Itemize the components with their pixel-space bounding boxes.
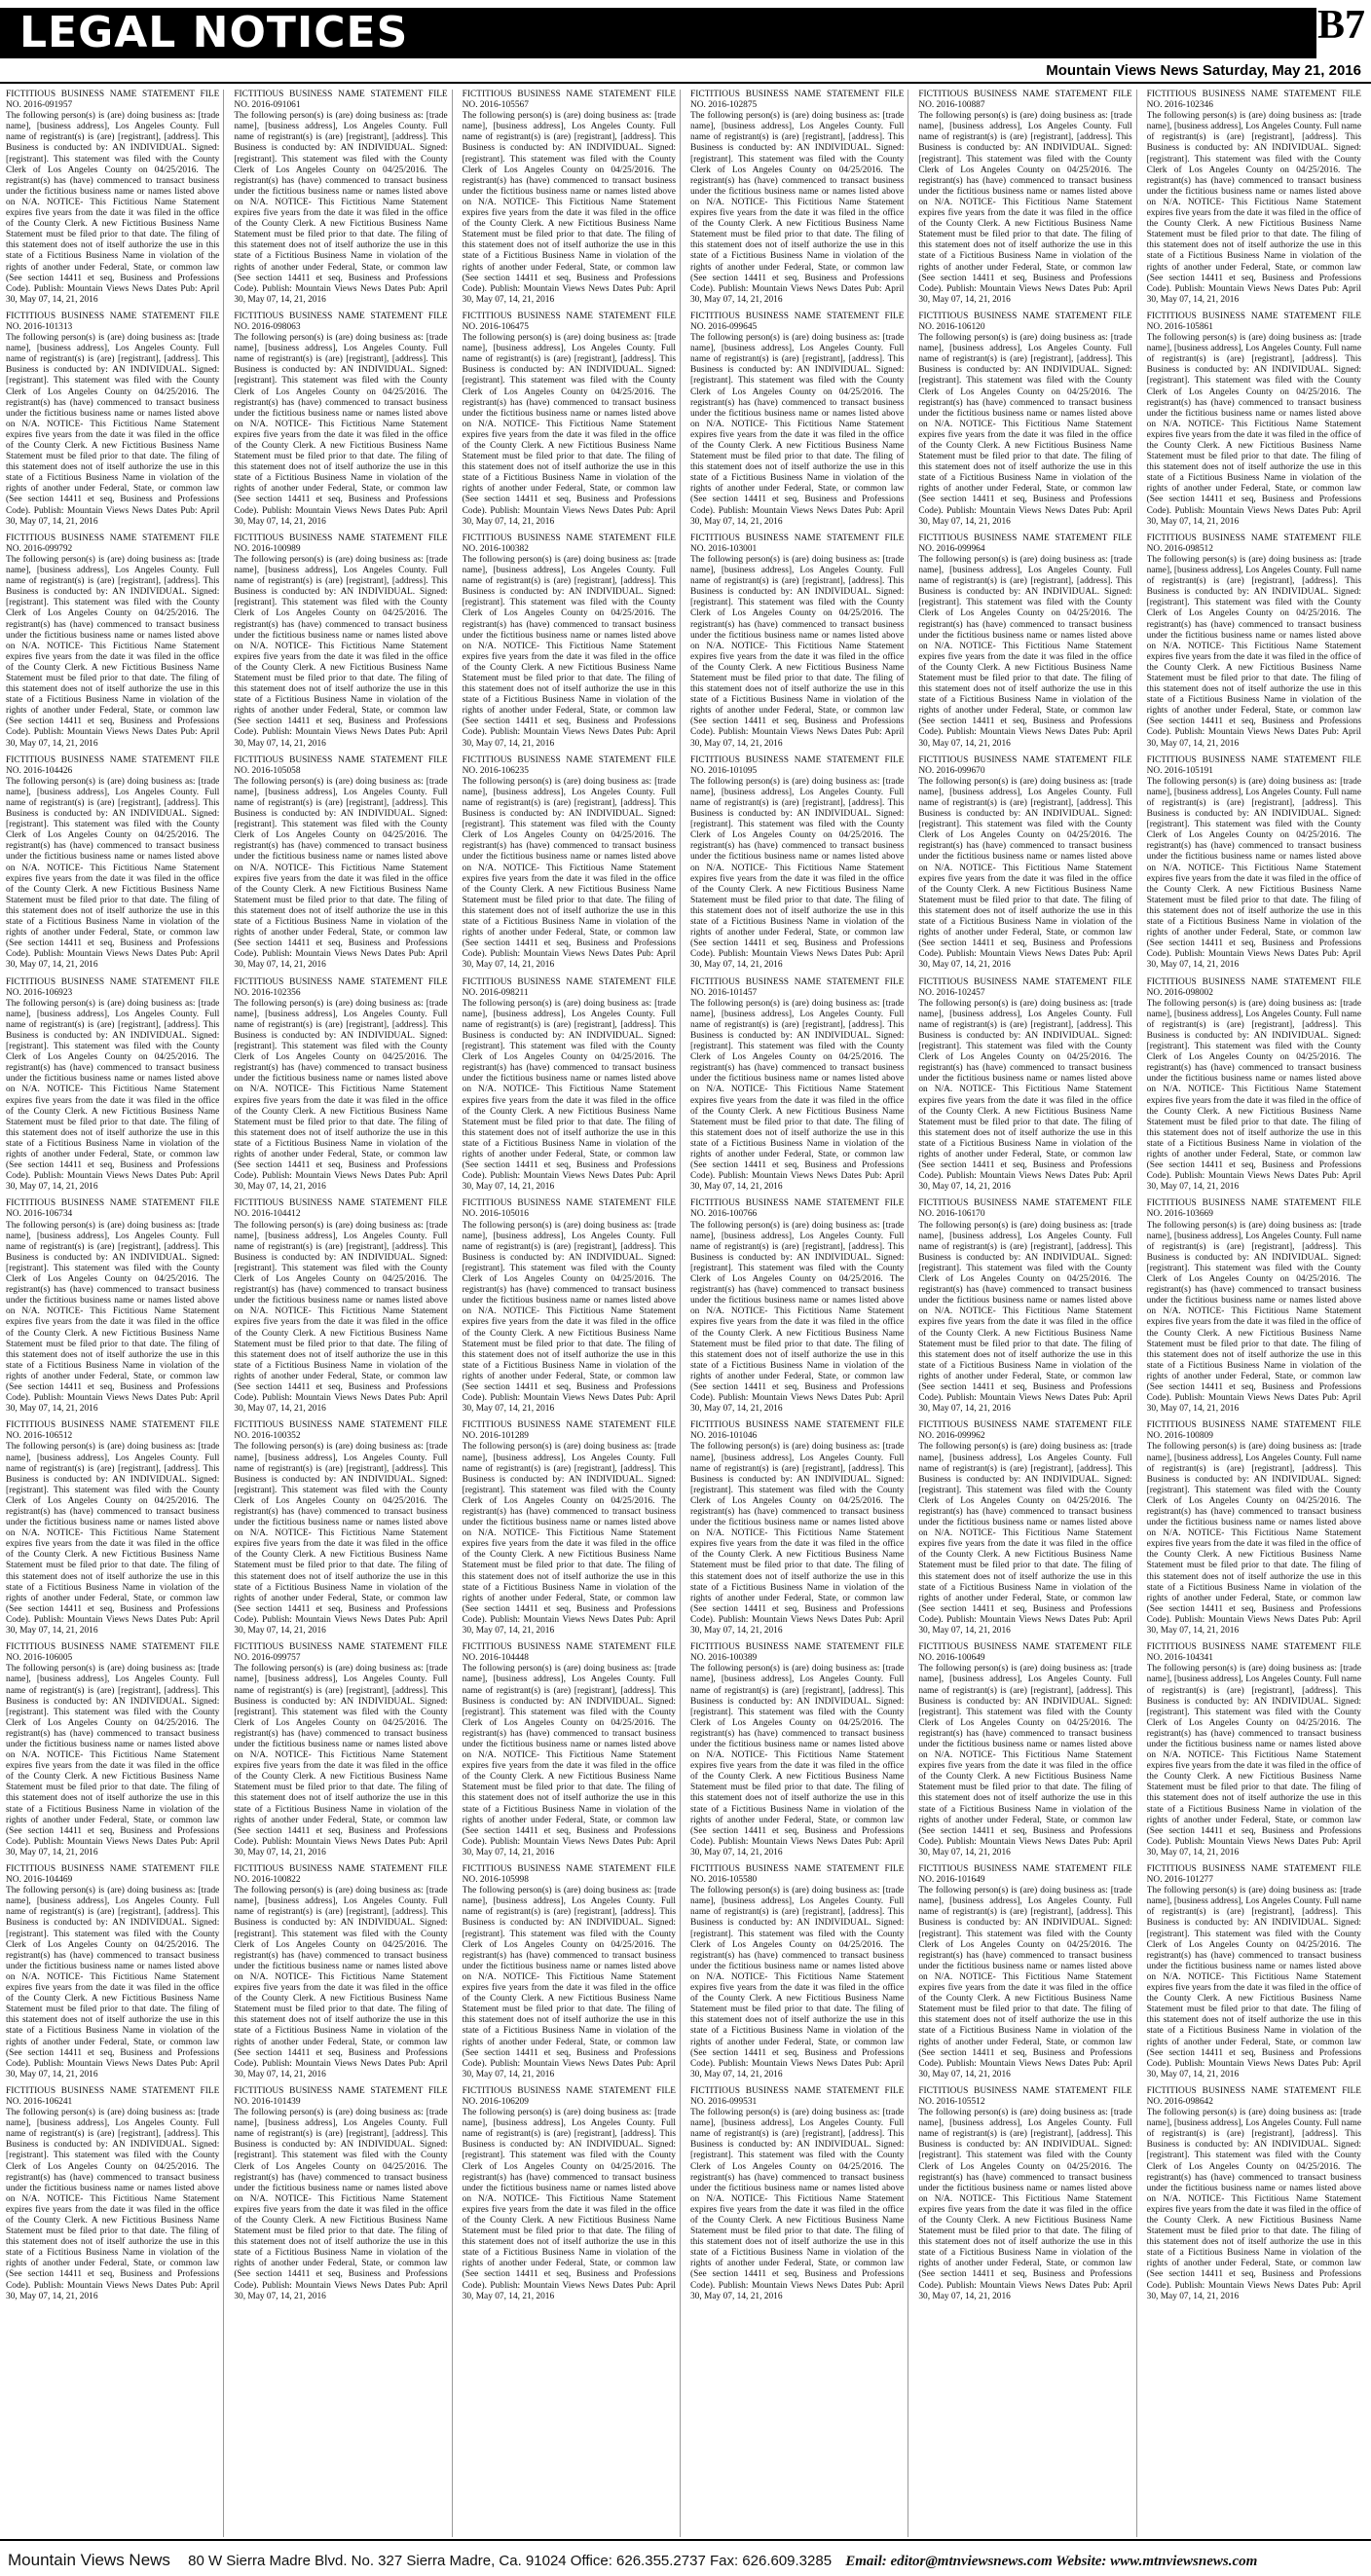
legal-notice bbox=[6, 755, 219, 972]
notice-title: FICTITIOUS BUSINESS NAME STATEMENT FILE NO. 2016-105512 bbox=[918, 2085, 1132, 2107]
notice-body: The following person(s) is (are) doing business as: [trade name], [business address], Los Angeles County. Full name of registrant(s) is (are) [registrant], [address]. This Business is conducted by: AN INDIVIDUAL. Signed: [registrant]. This statement was filed with the County Clerk of Los Angeles County on 04/25/2016. The registrant(s) has (have) commenced to transact business under the fictitious business name or names listed above on N/A. NOTICE- This Fictitious Name Statement expires five years from the date it was filed in the office of the County Clerk. A new Fictitious Business Name Statement must be filed prior to that date. The filing of this statement does not of itself authorize the use in this state of a Fictitious Business Name in violation of the rights of another under Federal, State, or common law (See section 14411 et seq, Business and Professions Code). Publish: Mountain Views News Dates Pub: April 30, May 07, 14, 21, 2016 bbox=[918, 554, 1132, 749]
footer-contact: Email: editor@mtnviewsnews.com Website: www.mtnviewsnews.com bbox=[845, 2554, 1258, 2569]
top-rule bbox=[0, 82, 1371, 84]
notice-body: The following person(s) is (are) doing business as: [trade name], [business address], Los Angeles County. Full name of registrant(s) is (are) [registrant], [address]. This Business is conducted by: AN INDIVIDUAL. Signed: [registrant]. This statement was filed with the County Clerk of Los Angeles County on 04/25/2016. The registrant(s) has (have) commenced to transact business under the fictitious business name or names listed above on N/A. NOTICE- This Fictitious Name Statement expires five years from the date it was filed in the office of the County Clerk. A new Fictitious Business Name Statement must be filed prior to that date. The filing of this statement does not of itself authorize the use in this state of a Fictitious Business Name in violation of the rights of another under Federal, State, or common law (See section 14411 et seq, Business and Professions Code). Publish: Mountain Views News Dates Pub: April 30, May 07, 14, 21, 2016 bbox=[1146, 333, 1361, 527]
notice-title: FICTITIOUS BUSINESS NAME STATEMENT FILE NO. 2016-101439 bbox=[234, 2085, 448, 2107]
notice-title: FICTITIOUS BUSINESS NAME STATEMENT FILE NO. 2016-101277 bbox=[1146, 1864, 1361, 1886]
notice-body: The following person(s) is (are) doing business as: [trade name], [business address], Los Angeles County. Full name of registrant(s) is (are) [registrant], [address]. This Business is conducted by: AN INDIVIDUAL. Signed: [registrant]. This statement was filed with the County Clerk of Los Angeles County on 04/25/2016. The registrant(s) has (have) commenced to transact business under the fictitious business name or names listed above on N/A. NOTICE- This Fictitious Name Statement expires five years from the date it was filed in the office of the County Clerk. A new Fictitious Business Name Statement must be filed prior to that date. The filing of this statement does not of itself authorize the use in this state of a Fictitious Business Name in violation of the rights of another under Federal, State, or common law (See section 14411 et seq, Business and Professions Code). Publish: Mountain Views News Dates Pub: April 30, May 07, 14, 21, 2016 bbox=[1146, 1220, 1361, 1415]
legal-notice bbox=[234, 90, 447, 306]
notice-body: The following person(s) is (are) doing business as: [trade name], [business address], Los Angeles County. Full name of registrant(s) is (are) [registrant], [address]. This Business is conducted by: AN INDIVIDUAL. Signed: [registrant]. This statement was filed with the County Clerk of Los Angeles County on 04/25/2016. The registrant(s) has (have) commenced to transact business under the fictitious business name or names listed above on N/A. NOTICE- This Fictitious Name Statement expires five years from the date it was filed in the office of the County Clerk. A new Fictitious Business Name Statement must be filed prior to that date. The filing of this statement does not of itself authorize the use in this state of a Fictitious Business Name in violation of the rights of another under Federal, State, or common law (See section 14411 et seq, Business and Professions Code). Publish: Mountain Views News Dates Pub: April 30, May 07, 14, 21, 2016 bbox=[234, 776, 448, 971]
legal-notice bbox=[918, 1642, 1131, 1858]
column-1 bbox=[6, 90, 224, 2537]
notice-body: The following person(s) is (are) doing business as: [trade name], [business address], Los Angeles County. Full name of registrant(s) is (are) [registrant], [address]. This Business is conducted by: AN INDIVIDUAL. Signed: [registrant]. This statement was filed with the County Clerk of Los Angeles County on 04/25/2016. The registrant(s) has (have) commenced to transact business under the fictitious business name or names listed above on N/A. NOTICE- This Fictitious Name Statement expires five years from the date it was filed in the office of the County Clerk. A new Fictitious Business Name Statement must be filed prior to that date. The filing of this statement does not of itself authorize the use in this state of a Fictitious Business Name in violation of the rights of another under Federal, State, or common law (See section 14411 et seq, Business and Professions Code). Publish: Mountain Views News Dates Pub: April 30, May 07, 14, 21, 2016 bbox=[234, 554, 448, 749]
notice-title: FICTITIOUS BUSINESS NAME STATEMENT FILE NO. 2016-106120 bbox=[918, 311, 1132, 332]
legal-notice bbox=[1147, 312, 1361, 528]
notice-title: FICTITIOUS BUSINESS NAME STATEMENT FILE NO. 2016-105861 bbox=[1146, 311, 1361, 332]
section-banner bbox=[0, 8, 1316, 58]
notice-body: The following person(s) is (are) doing business as: [trade name], [business address], Los Angeles County. Full name of registrant(s) is (are) [registrant], [address]. This Business is conducted by: AN INDIVIDUAL. Signed: [registrant]. This statement was filed with the County Clerk of Los Angeles County on 04/25/2016. The registrant(s) has (have) commenced to transact business under the fictitious business name or names listed above on N/A. NOTICE- This Fictitious Name Statement expires five years from the date it was filed in the office of the County Clerk. A new Fictitious Business Name Statement must be filed prior to that date. The filing of this statement does not of itself authorize the use in this state of a Fictitious Business Name in violation of the rights of another under Federal, State, or common law (See section 14411 et seq, Business and Professions Code). Publish: Mountain Views News Dates Pub: April 30, May 07, 14, 21, 2016 bbox=[918, 333, 1132, 527]
legal-notice bbox=[918, 977, 1131, 1194]
notice-title: FICTITIOUS BUSINESS NAME STATEMENT FILE NO. 2016-102356 bbox=[234, 976, 448, 998]
legal-notice bbox=[690, 2086, 904, 2302]
notice-title: FICTITIOUS BUSINESS NAME STATEMENT FILE NO. 2016-100649 bbox=[918, 1642, 1132, 1664]
legal-notice bbox=[463, 90, 676, 306]
notice-body: The following person(s) is (are) doing business as: [trade name], [business address], Los Angeles County. Full name of registrant(s) is (are) [registrant], [address]. This Business is conducted by: AN INDIVIDUAL. Signed: [registrant]. This statement was filed with the County Clerk of Los Angeles County on 04/25/2016. The registrant(s) has (have) commenced to transact business under the fictitious business name or names listed above on N/A. NOTICE- This Fictitious Name Statement expires five years from the date it was filed in the office of the County Clerk. A new Fictitious Business Name Statement must be filed prior to that date. The filing of this statement does not of itself authorize the use in this state of a Fictitious Business Name in violation of the rights of another under Federal, State, or common law (See section 14411 et seq, Business and Professions Code). Publish: Mountain Views News Dates Pub: April 30, May 07, 14, 21, 2016 bbox=[689, 776, 905, 971]
notice-body: The following person(s) is (are) doing business as: [trade name], [business address], Los Angeles County. Full name of registrant(s) is (are) [registrant], [address]. This Business is conducted by: AN INDIVIDUAL. Signed: [registrant]. This statement was filed with the County Clerk of Los Angeles County on 04/25/2016. The registrant(s) has (have) commenced to transact business under the fictitious business name or names listed above on N/A. NOTICE- This Fictitious Name Statement expires five years from the date it was filed in the office of the County Clerk. A new Fictitious Business Name Statement must be filed prior to that date. The filing of this statement does not of itself authorize the use in this state of a Fictitious Business Name in violation of the rights of another under Federal, State, or common law (See section 14411 et seq, Business and Professions Code). Publish: Mountain Views News Dates Pub: April 30, May 07, 14, 21, 2016 bbox=[1146, 1664, 1361, 1858]
notice-title: FICTITIOUS BUSINESS NAME STATEMENT FILE NO. 2016-099792 bbox=[6, 533, 220, 554]
legal-notice bbox=[690, 1864, 904, 2080]
footer-address: 80 W Sierra Madre Blvd. No. 327 Sierra Madre, Ca. 91024 Office: 626.355.2737 Fax: 626.609.3285 bbox=[188, 2553, 833, 2569]
notice-title: FICTITIOUS BUSINESS NAME STATEMENT FILE NO. 2016-101095 bbox=[689, 754, 905, 776]
notice-title: FICTITIOUS BUSINESS NAME STATEMENT FILE NO. 2016-098211 bbox=[462, 976, 676, 998]
notice-body: The following person(s) is (are) doing business as: [trade name], [business address], Los Angeles County. Full name of registrant(s) is (are) [registrant], [address]. This Business is conducted by: AN INDIVIDUAL. Signed: [registrant]. This statement was filed with the County Clerk of Los Angeles County on 04/25/2016. The registrant(s) has (have) commenced to transact business under the fictitious business name or names listed above on N/A. NOTICE- This Fictitious Name Statement expires five years from the date it was filed in the office of the County Clerk. A new Fictitious Business Name Statement must be filed prior to that date. The filing of this statement does not of itself authorize the use in this state of a Fictitious Business Name in violation of the rights of another under Federal, State, or common law (See section 14411 et seq, Business and Professions Code). Publish: Mountain Views News Dates Pub: April 30, May 07, 14, 21, 2016 bbox=[462, 1886, 676, 2079]
column-3 bbox=[463, 90, 681, 2537]
notice-title: FICTITIOUS BUSINESS NAME STATEMENT FILE NO. 2016-100809 bbox=[1146, 1420, 1361, 1442]
legal-notice bbox=[690, 755, 904, 972]
notice-title: FICTITIOUS BUSINESS NAME STATEMENT FILE NO. 2016-099531 bbox=[689, 2085, 905, 2107]
notice-title: FICTITIOUS BUSINESS NAME STATEMENT FILE NO. 2016-106209 bbox=[462, 2085, 676, 2107]
notice-title: FICTITIOUS BUSINESS NAME STATEMENT FILE NO. 2016-105998 bbox=[462, 1864, 676, 1886]
notice-body: The following person(s) is (are) doing business as: [trade name], [business address], Los Angeles County. Full name of registrant(s) is (are) [registrant], [address]. This Business is conducted by: AN INDIVIDUAL. Signed: [registrant]. This statement was filed with the County Clerk of Los Angeles County on 04/25/2016. The registrant(s) has (have) commenced to transact business under the fictitious business name or names listed above on N/A. NOTICE- This Fictitious Name Statement expires five years from the date it was filed in the office of the County Clerk. A new Fictitious Business Name Statement must be filed prior to that date. The filing of this statement does not of itself authorize the use in this state of a Fictitious Business Name in violation of the rights of another under Federal, State, or common law (See section 14411 et seq, Business and Professions Code). Publish: Mountain Views News Dates Pub: April 30, May 07, 14, 21, 2016 bbox=[462, 2108, 676, 2301]
legal-notice bbox=[234, 312, 447, 528]
legal-notice bbox=[234, 2086, 447, 2302]
notice-body: The following person(s) is (are) doing business as: [trade name], [business address], Los Angeles County. Full name of registrant(s) is (are) [registrant], [address]. This Business is conducted by: AN INDIVIDUAL. Signed: [registrant]. This statement was filed with the County Clerk of Los Angeles County on 04/25/2016. The registrant(s) has (have) commenced to transact business under the fictitious business name or names listed above on N/A. NOTICE- This Fictitious Name Statement expires five years from the date it was filed in the office of the County Clerk. A new Fictitious Business Name Statement must be filed prior to that date. The filing of this statement does not of itself authorize the use in this state of a Fictitious Business Name in violation of the rights of another under Federal, State, or common law (See section 14411 et seq, Business and Professions Code). Publish: Mountain Views News Dates Pub: April 30, May 07, 14, 21, 2016 bbox=[234, 1664, 448, 1858]
legal-notice bbox=[1147, 2086, 1361, 2302]
legal-notice bbox=[1147, 534, 1361, 750]
notice-body: The following person(s) is (are) doing business as: [trade name], [business address], Los Angeles County. Full name of registrant(s) is (are) [registrant], [address]. This Business is conducted by: AN INDIVIDUAL. Signed: [registrant]. This statement was filed with the County Clerk of Los Angeles County on 04/25/2016. The registrant(s) has (have) commenced to transact business under the fictitious business name or names listed above on N/A. NOTICE- This Fictitious Name Statement expires five years from the date it was filed in the office of the County Clerk. A new Fictitious Business Name Statement must be filed prior to that date. The filing of this statement does not of itself authorize the use in this state of a Fictitious Business Name in violation of the rights of another under Federal, State, or common law (See section 14411 et seq, Business and Professions Code). Publish: Mountain Views News Dates Pub: April 30, May 07, 14, 21, 2016 bbox=[918, 998, 1132, 1193]
legal-notice bbox=[918, 90, 1131, 306]
legal-notice bbox=[6, 90, 219, 306]
legal-notice bbox=[690, 1642, 904, 1858]
notice-body: The following person(s) is (are) doing business as: [trade name], [business address], Los Angeles County. Full name of registrant(s) is (are) [registrant], [address]. This Business is conducted by: AN INDIVIDUAL. Signed: [registrant]. This statement was filed with the County Clerk of Los Angeles County on 04/25/2016. The registrant(s) has (have) commenced to transact business under the fictitious business name or names listed above on N/A. NOTICE- This Fictitious Name Statement expires five years from the date it was filed in the office of the County Clerk. A new Fictitious Business Name Statement must be filed prior to that date. The filing of this statement does not of itself authorize the use in this state of a Fictitious Business Name in violation of the rights of another under Federal, State, or common law (See section 14411 et seq, Business and Professions Code). Publish: Mountain Views News Dates Pub: April 30, May 07, 14, 21, 2016 bbox=[462, 1442, 676, 1637]
footer-paper-name: Mountain Views News bbox=[8, 2551, 170, 2569]
legal-notice bbox=[918, 1198, 1131, 1415]
notice-body: The following person(s) is (are) doing business as: [trade name], [business address], Los Angeles County. Full name of registrant(s) is (are) [registrant], [address]. This Business is conducted by: AN INDIVIDUAL. Signed: [registrant]. This statement was filed with the County Clerk of Los Angeles County on 04/25/2016. The registrant(s) has (have) commenced to transact business under the fictitious business name or names listed above on N/A. NOTICE- This Fictitious Name Statement expires five years from the date it was filed in the office of the County Clerk. A new Fictitious Business Name Statement must be filed prior to that date. The filing of this statement does not of itself authorize the use in this state of a Fictitious Business Name in violation of the rights of another under Federal, State, or common law (See section 14411 et seq, Business and Professions Code). Publish: Mountain Views News Dates Pub: April 30, May 07, 14, 21, 2016 bbox=[462, 1664, 676, 1858]
notice-title: FICTITIOUS BUSINESS NAME STATEMENT FILE NO. 2016-105567 bbox=[462, 90, 676, 111]
notice-body: The following person(s) is (are) doing business as: [trade name], [business address], Los Angeles County. Full name of registrant(s) is (are) [registrant], [address]. This Business is conducted by: AN INDIVIDUAL. Signed: [registrant]. This statement was filed with the County Clerk of Los Angeles County on 04/25/2016. The registrant(s) has (have) commenced to transact business under the fictitious business name or names listed above on N/A. NOTICE- This Fictitious Name Statement expires five years from the date it was filed in the office of the County Clerk. A new Fictitious Business Name Statement must be filed prior to that date. The filing of this statement does not of itself authorize the use in this state of a Fictitious Business Name in violation of the rights of another under Federal, State, or common law (See section 14411 et seq, Business and Professions Code). Publish: Mountain Views News Dates Pub: April 30, May 07, 14, 21, 2016 bbox=[918, 1442, 1132, 1637]
legal-notice bbox=[1147, 1420, 1361, 1637]
notice-title: FICTITIOUS BUSINESS NAME STATEMENT FILE NO. 2016-105580 bbox=[689, 1864, 905, 1886]
notice-body: The following person(s) is (are) doing business as: [trade name], [business address], Los Angeles County. Full name of registrant(s) is (are) [registrant], [address]. This Business is conducted by: AN INDIVIDUAL. Signed: [registrant]. This statement was filed with the County Clerk of Los Angeles County on 04/25/2016. The registrant(s) has (have) commenced to transact business under the fictitious business name or names listed above on N/A. NOTICE- This Fictitious Name Statement expires five years from the date it was filed in the office of the County Clerk. A new Fictitious Business Name Statement must be filed prior to that date. The filing of this statement does not of itself authorize the use in this state of a Fictitious Business Name in violation of the rights of another under Federal, State, or common law (See section 14411 et seq, Business and Professions Code). Publish: Mountain Views News Dates Pub: April 30, May 07, 14, 21, 2016 bbox=[462, 111, 676, 305]
footer-text bbox=[8, 2551, 1257, 2570]
notice-body: The following person(s) is (are) doing business as: [trade name], [business address], Los Angeles County. Full name of registrant(s) is (are) [registrant], [address]. This Business is conducted by: AN INDIVIDUAL. Signed: [registrant]. This statement was filed with the County Clerk of Los Angeles County on 04/25/2016. The registrant(s) has (have) commenced to transact business under the fictitious business name or names listed above on N/A. NOTICE- This Fictitious Name Statement expires five years from the date it was filed in the office of the County Clerk. A new Fictitious Business Name Statement must be filed prior to that date. The filing of this statement does not of itself authorize the use in this state of a Fictitious Business Name in violation of the rights of another under Federal, State, or common law (See section 14411 et seq, Business and Professions Code). Publish: Mountain Views News Dates Pub: April 30, May 07, 14, 21, 2016 bbox=[6, 111, 220, 305]
notice-title: FICTITIOUS BUSINESS NAME STATEMENT FILE NO. 2016-104469 bbox=[6, 1864, 220, 1886]
footer bbox=[0, 2543, 1371, 2576]
legal-notice bbox=[234, 1864, 447, 2080]
notice-body: The following person(s) is (are) doing business as: [trade name], [business address], Los Angeles County. Full name of registrant(s) is (are) [registrant], [address]. This Business is conducted by: AN INDIVIDUAL. Signed: [registrant]. This statement was filed with the County Clerk of Los Angeles County on 04/25/2016. The registrant(s) has (have) commenced to transact business under the fictitious business name or names listed above on N/A. NOTICE- This Fictitious Name Statement expires five years from the date it was filed in the office of the County Clerk. A new Fictitious Business Name Statement must be filed prior to that date. The filing of this statement does not of itself authorize the use in this state of a Fictitious Business Name in violation of the rights of another under Federal, State, or common law (See section 14411 et seq, Business and Professions Code). Publish: Mountain Views News Dates Pub: April 30, May 07, 14, 21, 2016 bbox=[234, 1220, 448, 1415]
legal-notice bbox=[690, 534, 904, 750]
legal-notice bbox=[463, 1198, 676, 1415]
notice-title: FICTITIOUS BUSINESS NAME STATEMENT FILE NO. 2016-091061 bbox=[234, 90, 448, 111]
notice-title: FICTITIOUS BUSINESS NAME STATEMENT FILE NO. 2016-099670 bbox=[918, 754, 1132, 776]
notice-body: The following person(s) is (are) doing business as: [trade name], [business address], Los Angeles County. Full name of registrant(s) is (are) [registrant], [address]. This Business is conducted by: AN INDIVIDUAL. Signed: [registrant]. This statement was filed with the County Clerk of Los Angeles County on 04/25/2016. The registrant(s) has (have) commenced to transact business under the fictitious business name or names listed above on N/A. NOTICE- This Fictitious Name Statement expires five years from the date it was filed in the office of the County Clerk. A new Fictitious Business Name Statement must be filed prior to that date. The filing of this statement does not of itself authorize the use in this state of a Fictitious Business Name in violation of the rights of another under Federal, State, or common law (See section 14411 et seq, Business and Professions Code). Publish: Mountain Views News Dates Pub: April 30, May 07, 14, 21, 2016 bbox=[1146, 998, 1361, 1193]
notice-title: FICTITIOUS BUSINESS NAME STATEMENT FILE NO. 2016-098512 bbox=[1146, 533, 1361, 554]
column-2 bbox=[234, 90, 452, 2537]
notice-body: The following person(s) is (are) doing business as: [trade name], [business address], Los Angeles County. Full name of registrant(s) is (are) [registrant], [address]. This Business is conducted by: AN INDIVIDUAL. Signed: [registrant]. This statement was filed with the County Clerk of Los Angeles County on 04/25/2016. The registrant(s) has (have) commenced to transact business under the fictitious business name or names listed above on N/A. NOTICE- This Fictitious Name Statement expires five years from the date it was filed in the office of the County Clerk. A new Fictitious Business Name Statement must be filed prior to that date. The filing of this statement does not of itself authorize the use in this state of a Fictitious Business Name in violation of the rights of another under Federal, State, or common law (See section 14411 et seq, Business and Professions Code). Publish: Mountain Views News Dates Pub: April 30, May 07, 14, 21, 2016 bbox=[918, 1220, 1132, 1415]
bottom-rule bbox=[0, 2539, 1371, 2541]
notice-title: FICTITIOUS BUSINESS NAME STATEMENT FILE NO. 2016-101457 bbox=[689, 976, 905, 998]
notice-body: The following person(s) is (are) doing business as: [trade name], [business address], Los Angeles County. Full name of registrant(s) is (are) [registrant], [address]. This Business is conducted by: AN INDIVIDUAL. Signed: [registrant]. This statement was filed with the County Clerk of Los Angeles County on 04/25/2016. The registrant(s) has (have) commenced to transact business under the fictitious business name or names listed above on N/A. NOTICE- This Fictitious Name Statement expires five years from the date it was filed in the office of the County Clerk. A new Fictitious Business Name Statement must be filed prior to that date. The filing of this statement does not of itself authorize the use in this state of a Fictitious Business Name in violation of the rights of another under Federal, State, or common law (See section 14411 et seq, Business and Professions Code). Publish: Mountain Views News Dates Pub: April 30, May 07, 14, 21, 2016 bbox=[462, 554, 676, 749]
notice-title: FICTITIOUS BUSINESS NAME STATEMENT FILE NO. 2016-100887 bbox=[918, 90, 1132, 111]
legal-notice bbox=[463, 312, 676, 528]
notice-title: FICTITIOUS BUSINESS NAME STATEMENT FILE NO. 2016-091957 bbox=[6, 90, 220, 111]
legal-notice bbox=[463, 2086, 676, 2302]
notice-title: FICTITIOUS BUSINESS NAME STATEMENT FILE NO. 2016-099645 bbox=[689, 311, 905, 332]
notice-body: The following person(s) is (are) doing business as: [trade name], [business address], Los Angeles County. Full name of registrant(s) is (are) [registrant], [address]. This Business is conducted by: AN INDIVIDUAL. Signed: [registrant]. This statement was filed with the County Clerk of Los Angeles County on 04/25/2016. The registrant(s) has (have) commenced to transact business under the fictitious business name or names listed above on N/A. NOTICE- This Fictitious Name Statement expires five years from the date it was filed in the office of the County Clerk. A new Fictitious Business Name Statement must be filed prior to that date. The filing of this statement does not of itself authorize the use in this state of a Fictitious Business Name in violation of the rights of another under Federal, State, or common law (See section 14411 et seq, Business and Professions Code). Publish: Mountain Views News Dates Pub: April 30, May 07, 14, 21, 2016 bbox=[918, 2108, 1132, 2301]
notice-title: FICTITIOUS BUSINESS NAME STATEMENT FILE NO. 2016-101313 bbox=[6, 311, 220, 332]
legal-notice bbox=[690, 312, 904, 528]
notice-title: FICTITIOUS BUSINESS NAME STATEMENT FILE NO. 2016-100352 bbox=[234, 1420, 448, 1442]
notice-title: FICTITIOUS BUSINESS NAME STATEMENT FILE NO. 2016-100382 bbox=[462, 533, 676, 554]
notice-body: The following person(s) is (are) doing business as: [trade name], [business address], Los Angeles County. Full name of registrant(s) is (are) [registrant], [address]. This Business is conducted by: AN INDIVIDUAL. Signed: [registrant]. This statement was filed with the County Clerk of Los Angeles County on 04/25/2016. The registrant(s) has (have) commenced to transact business under the fictitious business name or names listed above on N/A. NOTICE- This Fictitious Name Statement expires five years from the date it was filed in the office of the County Clerk. A new Fictitious Business Name Statement must be filed prior to that date. The filing of this statement does not of itself authorize the use in this state of a Fictitious Business Name in violation of the rights of another under Federal, State, or common law (See section 14411 et seq, Business and Professions Code). Publish: Mountain Views News Dates Pub: April 30, May 07, 14, 21, 2016 bbox=[689, 1886, 905, 2079]
legal-notice bbox=[690, 977, 904, 1194]
notice-title: FICTITIOUS BUSINESS NAME STATEMENT FILE NO. 2016-100766 bbox=[689, 1198, 905, 1220]
notice-title: FICTITIOUS BUSINESS NAME STATEMENT FILE NO. 2016-101046 bbox=[689, 1420, 905, 1442]
dateline: Mountain Views News Saturday, May 21, 2016 bbox=[1046, 62, 1361, 79]
notice-body: The following person(s) is (are) doing business as: [trade name], [business address], Los Angeles County. Full name of registrant(s) is (are) [registrant], [address]. This Business is conducted by: AN INDIVIDUAL. Signed: [registrant]. This statement was filed with the County Clerk of Los Angeles County on 04/25/2016. The registrant(s) has (have) commenced to transact business under the fictitious business name or names listed above on N/A. NOTICE- This Fictitious Name Statement expires five years from the date it was filed in the office of the County Clerk. A new Fictitious Business Name Statement must be filed prior to that date. The filing of this statement does not of itself authorize the use in this state of a Fictitious Business Name in violation of the rights of another under Federal, State, or common law (See section 14411 et seq, Business and Professions Code). Publish: Mountain Views News Dates Pub: April 30, May 07, 14, 21, 2016 bbox=[234, 111, 448, 305]
notice-title: FICTITIOUS BUSINESS NAME STATEMENT FILE NO. 2016-100989 bbox=[234, 533, 448, 554]
legal-notice bbox=[6, 1420, 219, 1637]
legal-notice bbox=[918, 1864, 1131, 2080]
notice-title: FICTITIOUS BUSINESS NAME STATEMENT FILE NO. 2016-104448 bbox=[462, 1642, 676, 1664]
notice-title: FICTITIOUS BUSINESS NAME STATEMENT FILE NO. 2016-106241 bbox=[6, 2085, 220, 2107]
notice-title: FICTITIOUS BUSINESS NAME STATEMENT FILE NO. 2016-106734 bbox=[6, 1198, 220, 1220]
notice-title: FICTITIOUS BUSINESS NAME STATEMENT FILE NO. 2016-098002 bbox=[1146, 976, 1361, 998]
notice-body: The following person(s) is (are) doing business as: [trade name], [business address], Los Angeles County. Full name of registrant(s) is (are) [registrant], [address]. This Business is conducted by: AN INDIVIDUAL. Signed: [registrant]. This statement was filed with the County Clerk of Los Angeles County on 04/25/2016. The registrant(s) has (have) commenced to transact business under the fictitious business name or names listed above on N/A. NOTICE- This Fictitious Name Statement expires five years from the date it was filed in the office of the County Clerk. A new Fictitious Business Name Statement must be filed prior to that date. The filing of this statement does not of itself authorize the use in this state of a Fictitious Business Name in violation of the rights of another under Federal, State, or common law (See section 14411 et seq, Business and Professions Code). Publish: Mountain Views News Dates Pub: April 30, May 07, 14, 21, 2016 bbox=[918, 776, 1132, 971]
notice-title: FICTITIOUS BUSINESS NAME STATEMENT FILE NO. 2016-104341 bbox=[1146, 1642, 1361, 1664]
notice-title: FICTITIOUS BUSINESS NAME STATEMENT FILE NO. 2016-101289 bbox=[462, 1420, 676, 1442]
notice-title: FICTITIOUS BUSINESS NAME STATEMENT FILE NO. 2016-098063 bbox=[234, 311, 448, 332]
legal-notice bbox=[1147, 1642, 1361, 1858]
notice-title: FICTITIOUS BUSINESS NAME STATEMENT FILE NO. 2016-100389 bbox=[689, 1642, 905, 1664]
notice-body: The following person(s) is (are) doing business as: [trade name], [business address], Los Angeles County. Full name of registrant(s) is (are) [registrant], [address]. This Business is conducted by: AN INDIVIDUAL. Signed: [registrant]. This statement was filed with the County Clerk of Los Angeles County on 04/25/2016. The registrant(s) has (have) commenced to transact business under the fictitious business name or names listed above on N/A. NOTICE- This Fictitious Name Statement expires five years from the date it was filed in the office of the County Clerk. A new Fictitious Business Name Statement must be filed prior to that date. The filing of this statement does not of itself authorize the use in this state of a Fictitious Business Name in violation of the rights of another under Federal, State, or common law (See section 14411 et seq, Business and Professions Code). Publish: Mountain Views News Dates Pub: April 30, May 07, 14, 21, 2016 bbox=[689, 554, 905, 749]
notice-body: The following person(s) is (are) doing business as: [trade name], [business address], Los Angeles County. Full name of registrant(s) is (are) [registrant], [address]. This Business is conducted by: AN INDIVIDUAL. Signed: [registrant]. This statement was filed with the County Clerk of Los Angeles County on 04/25/2016. The registrant(s) has (have) commenced to transact business under the fictitious business name or names listed above on N/A. NOTICE- This Fictitious Name Statement expires five years from the date it was filed in the office of the County Clerk. A new Fictitious Business Name Statement must be filed prior to that date. The filing of this statement does not of itself authorize the use in this state of a Fictitious Business Name in violation of the rights of another under Federal, State, or common law (See section 14411 et seq, Business and Professions Code). Publish: Mountain Views News Dates Pub: April 30, May 07, 14, 21, 2016 bbox=[689, 1442, 905, 1637]
notice-title: FICTITIOUS BUSINESS NAME STATEMENT FILE NO. 2016-106235 bbox=[462, 754, 676, 776]
legal-notice bbox=[1147, 755, 1361, 972]
masthead bbox=[0, 0, 1371, 80]
notice-body: The following person(s) is (are) doing business as: [trade name], [business address], Los Angeles County. Full name of registrant(s) is (are) [registrant], [address]. This Business is conducted by: AN INDIVIDUAL. Signed: [registrant]. This statement was filed with the County Clerk of Los Angeles County on 04/25/2016. The registrant(s) has (have) commenced to transact business under the fictitious business name or names listed above on N/A. NOTICE- This Fictitious Name Statement expires five years from the date it was filed in the office of the County Clerk. A new Fictitious Business Name Statement must be filed prior to that date. The filing of this statement does not of itself authorize the use in this state of a Fictitious Business Name in violation of the rights of another under Federal, State, or common law (See section 14411 et seq, Business and Professions Code). Publish: Mountain Views News Dates Pub: April 30, May 07, 14, 21, 2016 bbox=[462, 998, 676, 1193]
legal-notice bbox=[463, 1864, 676, 2080]
notice-title: FICTITIOUS BUSINESS NAME STATEMENT FILE NO. 2016-099757 bbox=[234, 1642, 448, 1664]
notice-title: FICTITIOUS BUSINESS NAME STATEMENT FILE NO. 2016-106923 bbox=[6, 976, 220, 998]
notice-title: FICTITIOUS BUSINESS NAME STATEMENT FILE NO. 2016-105016 bbox=[462, 1198, 676, 1220]
notice-body: The following person(s) is (are) doing business as: [trade name], [business address], Los Angeles County. Full name of registrant(s) is (are) [registrant], [address]. This Business is conducted by: AN INDIVIDUAL. Signed: [registrant]. This statement was filed with the County Clerk of Los Angeles County on 04/25/2016. The registrant(s) has (have) commenced to transact business under the fictitious business name or names listed above on N/A. NOTICE- This Fictitious Name Statement expires five years from the date it was filed in the office of the County Clerk. A new Fictitious Business Name Statement must be filed prior to that date. The filing of this statement does not of itself authorize the use in this state of a Fictitious Business Name in violation of the rights of another under Federal, State, or common law (See section 14411 et seq, Business and Professions Code). Publish: Mountain Views News Dates Pub: April 30, May 07, 14, 21, 2016 bbox=[234, 1442, 448, 1637]
notice-body: The following person(s) is (are) doing business as: [trade name], [business address], Los Angeles County. Full name of registrant(s) is (are) [registrant], [address]. This Business is conducted by: AN INDIVIDUAL. Signed: [registrant]. This statement was filed with the County Clerk of Los Angeles County on 04/25/2016. The registrant(s) has (have) commenced to transact business under the fictitious business name or names listed above on N/A. NOTICE- This Fictitious Name Statement expires five years from the date it was filed in the office of the County Clerk. A new Fictitious Business Name Statement must be filed prior to that date. The filing of this statement does not of itself authorize the use in this state of a Fictitious Business Name in violation of the rights of another under Federal, State, or common law (See section 14411 et seq, Business and Professions Code). Publish: Mountain Views News Dates Pub: April 30, May 07, 14, 21, 2016 bbox=[234, 1886, 448, 2079]
notice-body: The following person(s) is (are) doing business as: [trade name], [business address], Los Angeles County. Full name of registrant(s) is (are) [registrant], [address]. This Business is conducted by: AN INDIVIDUAL. Signed: [registrant]. This statement was filed with the County Clerk of Los Angeles County on 04/25/2016. The registrant(s) has (have) commenced to transact business under the fictitious business name or names listed above on N/A. NOTICE- This Fictitious Name Statement expires five years from the date it was filed in the office of the County Clerk. A new Fictitious Business Name Statement must be filed prior to that date. The filing of this statement does not of itself authorize the use in this state of a Fictitious Business Name in violation of the rights of another under Federal, State, or common law (See section 14411 et seq, Business and Professions Code). Publish: Mountain Views News Dates Pub: April 30, May 07, 14, 21, 2016 bbox=[234, 333, 448, 527]
legal-notice bbox=[234, 1642, 447, 1858]
notice-body: The following person(s) is (are) doing business as: [trade name], [business address], Los Angeles County. Full name of registrant(s) is (are) [registrant], [address]. This Business is conducted by: AN INDIVIDUAL. Signed: [registrant]. This statement was filed with the County Clerk of Los Angeles County on 04/25/2016. The registrant(s) has (have) commenced to transact business under the fictitious business name or names listed above on N/A. NOTICE- This Fictitious Name Statement expires five years from the date it was filed in the office of the County Clerk. A new Fictitious Business Name Statement must be filed prior to that date. The filing of this statement does not of itself authorize the use in this state of a Fictitious Business Name in violation of the rights of another under Federal, State, or common law (See section 14411 et seq, Business and Professions Code). Publish: Mountain Views News Dates Pub: April 30, May 07, 14, 21, 2016 bbox=[6, 1886, 220, 2079]
notice-title: FICTITIOUS BUSINESS NAME STATEMENT FILE NO. 2016-100822 bbox=[234, 1864, 448, 1886]
notice-body: The following person(s) is (are) doing business as: [trade name], [business address], Los Angeles County. Full name of registrant(s) is (are) [registrant], [address]. This Business is conducted by: AN INDIVIDUAL. Signed: [registrant]. This statement was filed with the County Clerk of Los Angeles County on 04/25/2016. The registrant(s) has (have) commenced to transact business under the fictitious business name or names listed above on N/A. NOTICE- This Fictitious Name Statement expires five years from the date it was filed in the office of the County Clerk. A new Fictitious Business Name Statement must be filed prior to that date. The filing of this statement does not of itself authorize the use in this state of a Fictitious Business Name in violation of the rights of another under Federal, State, or common law (See section 14411 et seq, Business and Professions Code). Publish: Mountain Views News Dates Pub: April 30, May 07, 14, 21, 2016 bbox=[6, 1442, 220, 1637]
legal-notice bbox=[6, 1198, 219, 1415]
notice-title: FICTITIOUS BUSINESS NAME STATEMENT FILE NO. 2016-102457 bbox=[918, 976, 1132, 998]
legal-notice bbox=[234, 534, 447, 750]
legal-notice bbox=[234, 755, 447, 972]
legal-notice bbox=[234, 1420, 447, 1637]
legal-notice bbox=[918, 755, 1131, 972]
legal-notice bbox=[690, 90, 904, 306]
notice-body: The following person(s) is (are) doing business as: [trade name], [business address], Los Angeles County. Full name of registrant(s) is (are) [registrant], [address]. This Business is conducted by: AN INDIVIDUAL. Signed: [registrant]. This statement was filed with the County Clerk of Los Angeles County on 04/25/2016. The registrant(s) has (have) commenced to transact business under the fictitious business name or names listed above on N/A. NOTICE- This Fictitious Name Statement expires five years from the date it was filed in the office of the County Clerk. A new Fictitious Business Name Statement must be filed prior to that date. The filing of this statement does not of itself authorize the use in this state of a Fictitious Business Name in violation of the rights of another under Federal, State, or common law (See section 14411 et seq, Business and Professions Code). Publish: Mountain Views News Dates Pub: April 30, May 07, 14, 21, 2016 bbox=[6, 776, 220, 971]
legal-notice bbox=[6, 1864, 219, 2080]
column-6 bbox=[1147, 90, 1365, 2537]
legal-notice bbox=[6, 312, 219, 528]
notice-body: The following person(s) is (are) doing business as: [trade name], [business address], Los Angeles County. Full name of registrant(s) is (are) [registrant], [address]. This Business is conducted by: AN INDIVIDUAL. Signed: [registrant]. This statement was filed with the County Clerk of Los Angeles County on 04/25/2016. The registrant(s) has (have) commenced to transact business under the fictitious business name or names listed above on N/A. NOTICE- This Fictitious Name Statement expires five years from the date it was filed in the office of the County Clerk. A new Fictitious Business Name Statement must be filed prior to that date. The filing of this statement does not of itself authorize the use in this state of a Fictitious Business Name in violation of the rights of another under Federal, State, or common law (See section 14411 et seq, Business and Professions Code). Publish: Mountain Views News Dates Pub: April 30, May 07, 14, 21, 2016 bbox=[689, 111, 905, 305]
notice-body: The following person(s) is (are) doing business as: [trade name], [business address], Los Angeles County. Full name of registrant(s) is (are) [registrant], [address]. This Business is conducted by: AN INDIVIDUAL. Signed: [registrant]. This statement was filed with the County Clerk of Los Angeles County on 04/25/2016. The registrant(s) has (have) commenced to transact business under the fictitious business name or names listed above on N/A. NOTICE- This Fictitious Name Statement expires five years from the date it was filed in the office of the County Clerk. A new Fictitious Business Name Statement must be filed prior to that date. The filing of this statement does not of itself authorize the use in this state of a Fictitious Business Name in violation of the rights of another under Federal, State, or common law (See section 14411 et seq, Business and Professions Code). Publish: Mountain Views News Dates Pub: April 30, May 07, 14, 21, 2016 bbox=[689, 1220, 905, 1415]
legal-notice bbox=[1147, 977, 1361, 1194]
notice-title: FICTITIOUS BUSINESS NAME STATEMENT FILE NO. 2016-102875 bbox=[689, 90, 905, 111]
legal-notice bbox=[918, 2086, 1131, 2302]
notice-title: FICTITIOUS BUSINESS NAME STATEMENT FILE NO. 2016-106005 bbox=[6, 1642, 220, 1664]
notice-body: The following person(s) is (are) doing business as: [trade name], [business address], Los Angeles County. Full name of registrant(s) is (are) [registrant], [address]. This Business is conducted by: AN INDIVIDUAL. Signed: [registrant]. This statement was filed with the County Clerk of Los Angeles County on 04/25/2016. The registrant(s) has (have) commenced to transact business under the fictitious business name or names listed above on N/A. NOTICE- This Fictitious Name Statement expires five years from the date it was filed in the office of the County Clerk. A new Fictitious Business Name Statement must be filed prior to that date. The filing of this statement does not of itself authorize the use in this state of a Fictitious Business Name in violation of the rights of another under Federal, State, or common law (See section 14411 et seq, Business and Professions Code). Publish: Mountain Views News Dates Pub: April 30, May 07, 14, 21, 2016 bbox=[1146, 111, 1361, 305]
notices-columns bbox=[6, 90, 1365, 2537]
notice-title: FICTITIOUS BUSINESS NAME STATEMENT FILE NO. 2016-105058 bbox=[234, 754, 448, 776]
legal-notice bbox=[6, 534, 219, 750]
notice-body: The following person(s) is (are) doing business as: [trade name], [business address], Los Angeles County. Full name of registrant(s) is (are) [registrant], [address]. This Business is conducted by: AN INDIVIDUAL. Signed: [registrant]. This statement was filed with the County Clerk of Los Angeles County on 04/25/2016. The registrant(s) has (have) commenced to transact business under the fictitious business name or names listed above on N/A. NOTICE- This Fictitious Name Statement expires five years from the date it was filed in the office of the County Clerk. A new Fictitious Business Name Statement must be filed prior to that date. The filing of this statement does not of itself authorize the use in this state of a Fictitious Business Name in violation of the rights of another under Federal, State, or common law (See section 14411 et seq, Business and Professions Code). Publish: Mountain Views News Dates Pub: April 30, May 07, 14, 21, 2016 bbox=[234, 2108, 448, 2301]
legal-notice bbox=[1147, 1198, 1361, 1415]
notice-body: The following person(s) is (are) doing business as: [trade name], [business address], Los Angeles County. Full name of registrant(s) is (are) [registrant], [address]. This Business is conducted by: AN INDIVIDUAL. Signed: [registrant]. This statement was filed with the County Clerk of Los Angeles County on 04/25/2016. The registrant(s) has (have) commenced to transact business under the fictitious business name or names listed above on N/A. NOTICE- This Fictitious Name Statement expires five years from the date it was filed in the office of the County Clerk. A new Fictitious Business Name Statement must be filed prior to that date. The filing of this statement does not of itself authorize the use in this state of a Fictitious Business Name in violation of the rights of another under Federal, State, or common law (See section 14411 et seq, Business and Professions Code). Publish: Mountain Views News Dates Pub: April 30, May 07, 14, 21, 2016 bbox=[6, 1664, 220, 1858]
notice-title: FICTITIOUS BUSINESS NAME STATEMENT FILE NO. 2016-104426 bbox=[6, 754, 220, 776]
legal-notice bbox=[463, 977, 676, 1194]
legal-notice bbox=[1147, 90, 1361, 306]
notice-body: The following person(s) is (are) doing business as: [trade name], [business address], Los Angeles County. Full name of registrant(s) is (are) [registrant], [address]. This Business is conducted by: AN INDIVIDUAL. Signed: [registrant]. This statement was filed with the County Clerk of Los Angeles County on 04/25/2016. The registrant(s) has (have) commenced to transact business under the fictitious business name or names listed above on N/A. NOTICE- This Fictitious Name Statement expires five years from the date it was filed in the office of the County Clerk. A new Fictitious Business Name Statement must be filed prior to that date. The filing of this statement does not of itself authorize the use in this state of a Fictitious Business Name in violation of the rights of another under Federal, State, or common law (See section 14411 et seq, Business and Professions Code). Publish: Mountain Views News Dates Pub: April 30, May 07, 14, 21, 2016 bbox=[918, 111, 1132, 305]
notice-body: The following person(s) is (are) doing business as: [trade name], [business address], Los Angeles County. Full name of registrant(s) is (are) [registrant], [address]. This Business is conducted by: AN INDIVIDUAL. Signed: [registrant]. This statement was filed with the County Clerk of Los Angeles County on 04/25/2016. The registrant(s) has (have) commenced to transact business under the fictitious business name or names listed above on N/A. NOTICE- This Fictitious Name Statement expires five years from the date it was filed in the office of the County Clerk. A new Fictitious Business Name Statement must be filed prior to that date. The filing of this statement does not of itself authorize the use in this state of a Fictitious Business Name in violation of the rights of another under Federal, State, or common law (See section 14411 et seq, Business and Professions Code). Publish: Mountain Views News Dates Pub: April 30, May 07, 14, 21, 2016 bbox=[462, 333, 676, 527]
legal-notice bbox=[6, 2086, 219, 2302]
legal-notice bbox=[690, 1198, 904, 1415]
notice-title: FICTITIOUS BUSINESS NAME STATEMENT FILE NO. 2016-101649 bbox=[918, 1864, 1132, 1886]
legal-notice bbox=[234, 977, 447, 1194]
column-4 bbox=[690, 90, 908, 2537]
notice-body: The following person(s) is (are) doing business as: [trade name], [business address], Los Angeles County. Full name of registrant(s) is (are) [registrant], [address]. This Business is conducted by: AN INDIVIDUAL. Signed: [registrant]. This statement was filed with the County Clerk of Los Angeles County on 04/25/2016. The registrant(s) has (have) commenced to transact business under the fictitious business name or names listed above on N/A. NOTICE- This Fictitious Name Statement expires five years from the date it was filed in the office of the County Clerk. A new Fictitious Business Name Statement must be filed prior to that date. The filing of this statement does not of itself authorize the use in this state of a Fictitious Business Name in violation of the rights of another under Federal, State, or common law (See section 14411 et seq, Business and Professions Code). Publish: Mountain Views News Dates Pub: April 30, May 07, 14, 21, 2016 bbox=[918, 1664, 1132, 1858]
section-title: LEGAL NOTICES bbox=[19, 8, 409, 57]
notice-body: The following person(s) is (are) doing business as: [trade name], [business address], Los Angeles County. Full name of registrant(s) is (are) [registrant], [address]. This Business is conducted by: AN INDIVIDUAL. Signed: [registrant]. This statement was filed with the County Clerk of Los Angeles County on 04/25/2016. The registrant(s) has (have) commenced to transact business under the fictitious business name or names listed above on N/A. NOTICE- This Fictitious Name Statement expires five years from the date it was filed in the office of the County Clerk. A new Fictitious Business Name Statement must be filed prior to that date. The filing of this statement does not of itself authorize the use in this state of a Fictitious Business Name in violation of the rights of another under Federal, State, or common law (See section 14411 et seq, Business and Professions Code). Publish: Mountain Views News Dates Pub: April 30, May 07, 14, 21, 2016 bbox=[234, 998, 448, 1193]
notice-title: FICTITIOUS BUSINESS NAME STATEMENT FILE NO. 2016-102346 bbox=[1146, 90, 1361, 111]
notice-title: FICTITIOUS BUSINESS NAME STATEMENT FILE NO. 2016-099962 bbox=[918, 1420, 1132, 1442]
notice-body: The following person(s) is (are) doing business as: [trade name], [business address], Los Angeles County. Full name of registrant(s) is (are) [registrant], [address]. This Business is conducted by: AN INDIVIDUAL. Signed: [registrant]. This statement was filed with the County Clerk of Los Angeles County on 04/25/2016. The registrant(s) has (have) commenced to transact business under the fictitious business name or names listed above on N/A. NOTICE- This Fictitious Name Statement expires five years from the date it was filed in the office of the County Clerk. A new Fictitious Business Name Statement must be filed prior to that date. The filing of this statement does not of itself authorize the use in this state of a Fictitious Business Name in violation of the rights of another under Federal, State, or common law (See section 14411 et seq, Business and Professions Code). Publish: Mountain Views News Dates Pub: April 30, May 07, 14, 21, 2016 bbox=[462, 1220, 676, 1415]
notice-title: FICTITIOUS BUSINESS NAME STATEMENT FILE NO. 2016-099964 bbox=[918, 533, 1132, 554]
notice-body: The following person(s) is (are) doing business as: [trade name], [business address], Los Angeles County. Full name of registrant(s) is (are) [registrant], [address]. This Business is conducted by: AN INDIVIDUAL. Signed: [registrant]. This statement was filed with the County Clerk of Los Angeles County on 04/25/2016. The registrant(s) has (have) commenced to transact business under the fictitious business name or names listed above on N/A. NOTICE- This Fictitious Name Statement expires five years from the date it was filed in the office of the County Clerk. A new Fictitious Business Name Statement must be filed prior to that date. The filing of this statement does not of itself authorize the use in this state of a Fictitious Business Name in violation of the rights of another under Federal, State, or common law (See section 14411 et seq, Business and Professions Code). Publish: Mountain Views News Dates Pub: April 30, May 07, 14, 21, 2016 bbox=[6, 998, 220, 1193]
notice-title: FICTITIOUS BUSINESS NAME STATEMENT FILE NO. 2016-105191 bbox=[1146, 754, 1361, 776]
notice-body: The following person(s) is (are) doing business as: [trade name], [business address], Los Angeles County. Full name of registrant(s) is (are) [registrant], [address]. This Business is conducted by: AN INDIVIDUAL. Signed: [registrant]. This statement was filed with the County Clerk of Los Angeles County on 04/25/2016. The registrant(s) has (have) commenced to transact business under the fictitious business name or names listed above on N/A. NOTICE- This Fictitious Name Statement expires five years from the date it was filed in the office of the County Clerk. A new Fictitious Business Name Statement must be filed prior to that date. The filing of this statement does not of itself authorize the use in this state of a Fictitious Business Name in violation of the rights of another under Federal, State, or common law (See section 14411 et seq, Business and Professions Code). Publish: Mountain Views News Dates Pub: April 30, May 07, 14, 21, 2016 bbox=[689, 998, 905, 1193]
column-5 bbox=[918, 90, 1136, 2537]
notice-body: The following person(s) is (are) doing business as: [trade name], [business address], Los Angeles County. Full name of registrant(s) is (are) [registrant], [address]. This Business is conducted by: AN INDIVIDUAL. Signed: [registrant]. This statement was filed with the County Clerk of Los Angeles County on 04/25/2016. The registrant(s) has (have) commenced to transact business under the fictitious business name or names listed above on N/A. NOTICE- This Fictitious Name Statement expires five years from the date it was filed in the office of the County Clerk. A new Fictitious Business Name Statement must be filed prior to that date. The filing of this statement does not of itself authorize the use in this state of a Fictitious Business Name in violation of the rights of another under Federal, State, or common law (See section 14411 et seq, Business and Professions Code). Publish: Mountain Views News Dates Pub: April 30, May 07, 14, 21, 2016 bbox=[1146, 2108, 1361, 2301]
notice-body: The following person(s) is (are) doing business as: [trade name], [business address], Los Angeles County. Full name of registrant(s) is (are) [registrant], [address]. This Business is conducted by: AN INDIVIDUAL. Signed: [registrant]. This statement was filed with the County Clerk of Los Angeles County on 04/25/2016. The registrant(s) has (have) commenced to transact business under the fictitious business name or names listed above on N/A. NOTICE- This Fictitious Name Statement expires five years from the date it was filed in the office of the County Clerk. A new Fictitious Business Name Statement must be filed prior to that date. The filing of this statement does not of itself authorize the use in this state of a Fictitious Business Name in violation of the rights of another under Federal, State, or common law (See section 14411 et seq, Business and Professions Code). Publish: Mountain Views News Dates Pub: April 30, May 07, 14, 21, 2016 bbox=[462, 776, 676, 971]
notice-body: The following person(s) is (are) doing business as: [trade name], [business address], Los Angeles County. Full name of registrant(s) is (are) [registrant], [address]. This Business is conducted by: AN INDIVIDUAL. Signed: [registrant]. This statement was filed with the County Clerk of Los Angeles County on 04/25/2016. The registrant(s) has (have) commenced to transact business under the fictitious business name or names listed above on N/A. NOTICE- This Fictitious Name Statement expires five years from the date it was filed in the office of the County Clerk. A new Fictitious Business Name Statement must be filed prior to that date. The filing of this statement does not of itself authorize the use in this state of a Fictitious Business Name in violation of the rights of another under Federal, State, or common law (See section 14411 et seq, Business and Professions Code). Publish: Mountain Views News Dates Pub: April 30, May 07, 14, 21, 2016 bbox=[689, 333, 905, 527]
notice-title: FICTITIOUS BUSINESS NAME STATEMENT FILE NO. 2016-106475 bbox=[462, 311, 676, 332]
legal-notice bbox=[1147, 1864, 1361, 2080]
legal-notice bbox=[234, 1198, 447, 1415]
notice-title: FICTITIOUS BUSINESS NAME STATEMENT FILE NO. 2016-106512 bbox=[6, 1420, 220, 1442]
notice-body: The following person(s) is (are) doing business as: [trade name], [business address], Los Angeles County. Full name of registrant(s) is (are) [registrant], [address]. This Business is conducted by: AN INDIVIDUAL. Signed: [registrant]. This statement was filed with the County Clerk of Los Angeles County on 04/25/2016. The registrant(s) has (have) commenced to transact business under the fictitious business name or names listed above on N/A. NOTICE- This Fictitious Name Statement expires five years from the date it was filed in the office of the County Clerk. A new Fictitious Business Name Statement must be filed prior to that date. The filing of this statement does not of itself authorize the use in this state of a Fictitious Business Name in violation of the rights of another under Federal, State, or common law (See section 14411 et seq, Business and Professions Code). Publish: Mountain Views News Dates Pub: April 30, May 07, 14, 21, 2016 bbox=[918, 1886, 1132, 2079]
legal-notice bbox=[6, 1642, 219, 1858]
legal-notice bbox=[690, 1420, 904, 1637]
page-number: B7 bbox=[1316, 3, 1365, 48]
notice-body: The following person(s) is (are) doing business as: [trade name], [business address], Los Angeles County. Full name of registrant(s) is (are) [registrant], [address]. This Business is conducted by: AN INDIVIDUAL. Signed: [registrant]. This statement was filed with the County Clerk of Los Angeles County on 04/25/2016. The registrant(s) has (have) commenced to transact business under the fictitious business name or names listed above on N/A. NOTICE- This Fictitious Name Statement expires five years from the date it was filed in the office of the County Clerk. A new Fictitious Business Name Statement must be filed prior to that date. The filing of this statement does not of itself authorize the use in this state of a Fictitious Business Name in violation of the rights of another under Federal, State, or common law (See section 14411 et seq, Business and Professions Code). Publish: Mountain Views News Dates Pub: April 30, May 07, 14, 21, 2016 bbox=[6, 554, 220, 749]
legal-notice bbox=[918, 1420, 1131, 1637]
notice-title: FICTITIOUS BUSINESS NAME STATEMENT FILE NO. 2016-098642 bbox=[1146, 2085, 1361, 2107]
legal-notice bbox=[918, 534, 1131, 750]
notice-body: The following person(s) is (are) doing business as: [trade name], [business address], Los Angeles County. Full name of registrant(s) is (are) [registrant], [address]. This Business is conducted by: AN INDIVIDUAL. Signed: [registrant]. This statement was filed with the County Clerk of Los Angeles County on 04/25/2016. The registrant(s) has (have) commenced to transact business under the fictitious business name or names listed above on N/A. NOTICE- This Fictitious Name Statement expires five years from the date it was filed in the office of the County Clerk. A new Fictitious Business Name Statement must be filed prior to that date. The filing of this statement does not of itself authorize the use in this state of a Fictitious Business Name in violation of the rights of another under Federal, State, or common law (See section 14411 et seq, Business and Professions Code). Publish: Mountain Views News Dates Pub: April 30, May 07, 14, 21, 2016 bbox=[6, 333, 220, 527]
notice-title: FICTITIOUS BUSINESS NAME STATEMENT FILE NO. 2016-106170 bbox=[918, 1198, 1132, 1220]
legal-notice bbox=[463, 534, 676, 750]
notice-body: The following person(s) is (are) doing business as: [trade name], [business address], Los Angeles County. Full name of registrant(s) is (are) [registrant], [address]. This Business is conducted by: AN INDIVIDUAL. Signed: [registrant]. This statement was filed with the County Clerk of Los Angeles County on 04/25/2016. The registrant(s) has (have) commenced to transact business under the fictitious business name or names listed above on N/A. NOTICE- This Fictitious Name Statement expires five years from the date it was filed in the office of the County Clerk. A new Fictitious Business Name Statement must be filed prior to that date. The filing of this statement does not of itself authorize the use in this state of a Fictitious Business Name in violation of the rights of another under Federal, State, or common law (See section 14411 et seq, Business and Professions Code). Publish: Mountain Views News Dates Pub: April 30, May 07, 14, 21, 2016 bbox=[1146, 1886, 1361, 2079]
notice-body: The following person(s) is (are) doing business as: [trade name], [business address], Los Angeles County. Full name of registrant(s) is (are) [registrant], [address]. This Business is conducted by: AN INDIVIDUAL. Signed: [registrant]. This statement was filed with the County Clerk of Los Angeles County on 04/25/2016. The registrant(s) has (have) commenced to transact business under the fictitious business name or names listed above on N/A. NOTICE- This Fictitious Name Statement expires five years from the date it was filed in the office of the County Clerk. A new Fictitious Business Name Statement must be filed prior to that date. The filing of this statement does not of itself authorize the use in this state of a Fictitious Business Name in violation of the rights of another under Federal, State, or common law (See section 14411 et seq, Business and Professions Code). Publish: Mountain Views News Dates Pub: April 30, May 07, 14, 21, 2016 bbox=[689, 1664, 905, 1858]
legal-notice bbox=[463, 755, 676, 972]
notice-title: FICTITIOUS BUSINESS NAME STATEMENT FILE NO. 2016-104412 bbox=[234, 1198, 448, 1220]
notice-body: The following person(s) is (are) doing business as: [trade name], [business address], Los Angeles County. Full name of registrant(s) is (are) [registrant], [address]. This Business is conducted by: AN INDIVIDUAL. Signed: [registrant]. This statement was filed with the County Clerk of Los Angeles County on 04/25/2016. The registrant(s) has (have) commenced to transact business under the fictitious business name or names listed above on N/A. NOTICE- This Fictitious Name Statement expires five years from the date it was filed in the office of the County Clerk. A new Fictitious Business Name Statement must be filed prior to that date. The filing of this statement does not of itself authorize the use in this state of a Fictitious Business Name in violation of the rights of another under Federal, State, or common law (See section 14411 et seq, Business and Professions Code). Publish: Mountain Views News Dates Pub: April 30, May 07, 14, 21, 2016 bbox=[6, 1220, 220, 1415]
notice-title: FICTITIOUS BUSINESS NAME STATEMENT FILE NO. 2016-103001 bbox=[689, 533, 905, 554]
notice-body: The following person(s) is (are) doing business as: [trade name], [business address], Los Angeles County. Full name of registrant(s) is (are) [registrant], [address]. This Business is conducted by: AN INDIVIDUAL. Signed: [registrant]. This statement was filed with the County Clerk of Los Angeles County on 04/25/2016. The registrant(s) has (have) commenced to transact business under the fictitious business name or names listed above on N/A. NOTICE- This Fictitious Name Statement expires five years from the date it was filed in the office of the County Clerk. A new Fictitious Business Name Statement must be filed prior to that date. The filing of this statement does not of itself authorize the use in this state of a Fictitious Business Name in violation of the rights of another under Federal, State, or common law (See section 14411 et seq, Business and Professions Code). Publish: Mountain Views News Dates Pub: April 30, May 07, 14, 21, 2016 bbox=[1146, 1442, 1361, 1637]
legal-notice bbox=[463, 1642, 676, 1858]
legal-notice bbox=[6, 977, 219, 1194]
legal-notice bbox=[463, 1420, 676, 1637]
notice-body: The following person(s) is (are) doing business as: [trade name], [business address], Los Angeles County. Full name of registrant(s) is (are) [registrant], [address]. This Business is conducted by: AN INDIVIDUAL. Signed: [registrant]. This statement was filed with the County Clerk of Los Angeles County on 04/25/2016. The registrant(s) has (have) commenced to transact business under the fictitious business name or names listed above on N/A. NOTICE- This Fictitious Name Statement expires five years from the date it was filed in the office of the County Clerk. A new Fictitious Business Name Statement must be filed prior to that date. The filing of this statement does not of itself authorize the use in this state of a Fictitious Business Name in violation of the rights of another under Federal, State, or common law (See section 14411 et seq, Business and Professions Code). Publish: Mountain Views News Dates Pub: April 30, May 07, 14, 21, 2016 bbox=[6, 2108, 220, 2301]
notice-body: The following person(s) is (are) doing business as: [trade name], [business address], Los Angeles County. Full name of registrant(s) is (are) [registrant], [address]. This Business is conducted by: AN INDIVIDUAL. Signed: [registrant]. This statement was filed with the County Clerk of Los Angeles County on 04/25/2016. The registrant(s) has (have) commenced to transact business under the fictitious business name or names listed above on N/A. NOTICE- This Fictitious Name Statement expires five years from the date it was filed in the office of the County Clerk. A new Fictitious Business Name Statement must be filed prior to that date. The filing of this statement does not of itself authorize the use in this state of a Fictitious Business Name in violation of the rights of another under Federal, State, or common law (See section 14411 et seq, Business and Professions Code). Publish: Mountain Views News Dates Pub: April 30, May 07, 14, 21, 2016 bbox=[689, 2108, 905, 2301]
notice-body: The following person(s) is (are) doing business as: [trade name], [business address], Los Angeles County. Full name of registrant(s) is (are) [registrant], [address]. This Business is conducted by: AN INDIVIDUAL. Signed: [registrant]. This statement was filed with the County Clerk of Los Angeles County on 04/25/2016. The registrant(s) has (have) commenced to transact business under the fictitious business name or names listed above on N/A. NOTICE- This Fictitious Name Statement expires five years from the date it was filed in the office of the County Clerk. A new Fictitious Business Name Statement must be filed prior to that date. The filing of this statement does not of itself authorize the use in this state of a Fictitious Business Name in violation of the rights of another under Federal, State, or common law (See section 14411 et seq, Business and Professions Code). Publish: Mountain Views News Dates Pub: April 30, May 07, 14, 21, 2016 bbox=[1146, 554, 1361, 749]
legal-notice bbox=[918, 312, 1131, 528]
notice-title: FICTITIOUS BUSINESS NAME STATEMENT FILE NO. 2016-103669 bbox=[1146, 1198, 1361, 1220]
notice-body: The following person(s) is (are) doing business as: [trade name], [business address], Los Angeles County. Full name of registrant(s) is (are) [registrant], [address]. This Business is conducted by: AN INDIVIDUAL. Signed: [registrant]. This statement was filed with the County Clerk of Los Angeles County on 04/25/2016. The registrant(s) has (have) commenced to transact business under the fictitious business name or names listed above on N/A. NOTICE- This Fictitious Name Statement expires five years from the date it was filed in the office of the County Clerk. A new Fictitious Business Name Statement must be filed prior to that date. The filing of this statement does not of itself authorize the use in this state of a Fictitious Business Name in violation of the rights of another under Federal, State, or common law (See section 14411 et seq, Business and Professions Code). Publish: Mountain Views News Dates Pub: April 30, May 07, 14, 21, 2016 bbox=[1146, 776, 1361, 971]
